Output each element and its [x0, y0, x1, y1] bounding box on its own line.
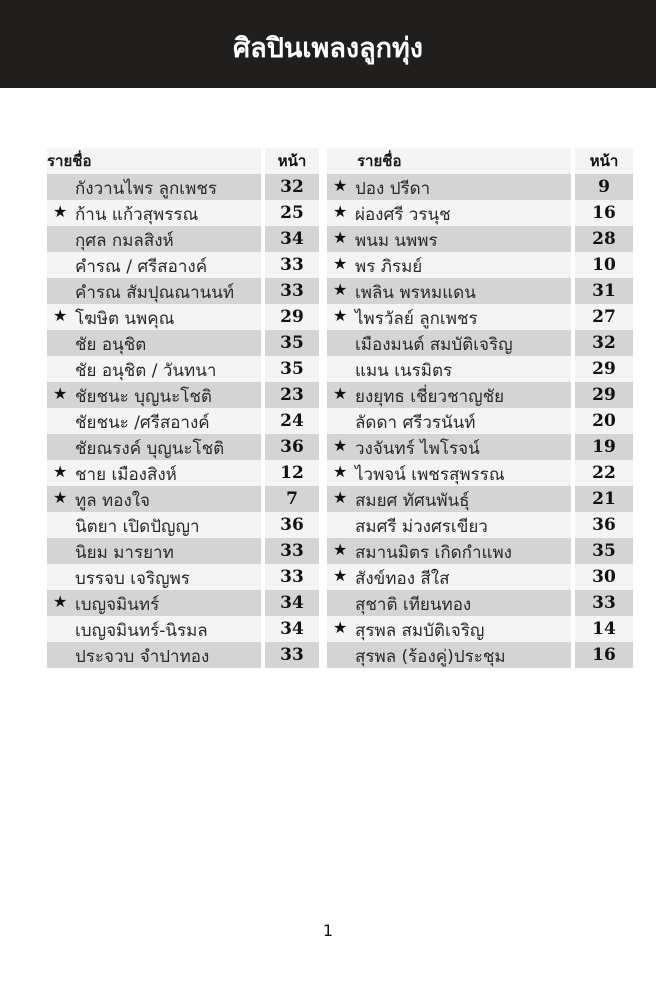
page-ref: 34 — [265, 226, 319, 252]
artist-name: เบญจมินทร์ — [75, 595, 160, 615]
artist-name-cell — [327, 382, 571, 408]
table-row — [47, 304, 319, 330]
artist-name-cell — [327, 590, 571, 616]
page-ref: 16 — [575, 200, 633, 226]
table-row — [47, 174, 319, 200]
star-icon: ★ — [333, 202, 348, 221]
table-row — [327, 304, 633, 330]
star-icon: ★ — [53, 462, 68, 481]
artist-name-cell — [47, 642, 261, 668]
artist-name-cell — [327, 278, 571, 304]
star-icon: ★ — [53, 202, 68, 221]
star-icon: ★ — [53, 384, 68, 403]
table-header-row — [47, 148, 319, 174]
table-row — [327, 564, 633, 590]
table-row — [47, 330, 319, 356]
table-row — [47, 460, 319, 486]
artist-name: นิยม มารยาท — [75, 543, 174, 563]
table-row — [327, 616, 633, 642]
page-ref: 32 — [575, 330, 633, 356]
artist-name: ก้าน แก้วสุพรรณ — [75, 205, 199, 225]
artist-name: ชัยณรงค์ บุญนะโชติ — [75, 439, 225, 459]
table-row — [327, 174, 633, 200]
artist-name: ชัยชนะ บุญนะโชติ — [75, 387, 212, 407]
star-icon: ★ — [333, 306, 348, 325]
table-row — [47, 408, 319, 434]
artist-name-cell — [47, 434, 261, 460]
artist-name: ไพรวัลย์ ลูกเพชร — [355, 309, 478, 329]
artist-name: ปอง ปรีดา — [355, 179, 431, 199]
artist-name-cell — [47, 486, 261, 512]
table-row — [47, 616, 319, 642]
table-row — [327, 538, 633, 564]
page-ref: 36 — [265, 434, 319, 460]
page-ref: 20 — [575, 408, 633, 434]
table-row — [327, 356, 633, 382]
table-row — [327, 512, 633, 538]
table-row — [47, 590, 319, 616]
table-row — [327, 408, 633, 434]
table-row — [47, 434, 319, 460]
page-ref: 30 — [575, 564, 633, 590]
page-ref: 34 — [265, 590, 319, 616]
artist-name: ชาย เมืองสิงห์ — [75, 465, 177, 485]
table-row — [47, 382, 319, 408]
artist-name-cell — [47, 304, 261, 330]
artist-name-cell — [327, 564, 571, 590]
artist-name-cell — [47, 538, 261, 564]
artist-name: กุศล กมลสิงห์ — [75, 231, 174, 251]
artist-name: บรรจบ เจริญพร — [75, 569, 190, 589]
table-row — [47, 278, 319, 304]
column-header-name: รายชื่อ — [47, 148, 261, 174]
page-ref: 36 — [265, 512, 319, 538]
column-header-name: รายชื่อ — [327, 148, 571, 174]
table-row — [327, 226, 633, 252]
artist-name-cell — [327, 226, 571, 252]
artist-name: คำรณ / ศรีสอางค์ — [75, 257, 208, 277]
artist-name-cell — [47, 382, 261, 408]
page-ref: 12 — [265, 460, 319, 486]
artist-name-cell — [327, 538, 571, 564]
page-ref: 33 — [265, 642, 319, 668]
artist-name: ลัดดา ศรีวรนันท์ — [355, 413, 476, 433]
artist-name-cell — [327, 200, 571, 226]
table-row — [47, 538, 319, 564]
page-ref: 33 — [265, 538, 319, 564]
artist-name: สุรพล (ร้องคู่)ประชุม — [355, 647, 506, 667]
artist-table-left — [47, 148, 319, 668]
page-ref: 14 — [575, 616, 633, 642]
artist-name-cell — [327, 486, 571, 512]
page-ref: 19 — [575, 434, 633, 460]
table-row — [327, 252, 633, 278]
artist-name-cell — [47, 356, 261, 382]
artist-name: นิตยา เปิดปัญญา — [75, 517, 200, 537]
artist-name-cell — [327, 304, 571, 330]
star-icon: ★ — [333, 462, 348, 481]
table-row — [47, 486, 319, 512]
star-icon: ★ — [53, 306, 68, 325]
table-row — [47, 512, 319, 538]
column-header-page: หน้า — [265, 148, 319, 174]
artist-name-cell — [47, 174, 261, 200]
star-icon: ★ — [333, 566, 348, 585]
page-title: ศิลปินเพลงลูกทุ่ง — [233, 32, 423, 64]
artist-name: กังวานไพร ลูกเพชร — [75, 179, 217, 199]
page-number: 1 — [322, 921, 334, 940]
table-row — [47, 564, 319, 590]
artist-name: สุรพล สมบัติเจริญ — [355, 621, 485, 641]
table-row — [47, 226, 319, 252]
artist-name-cell — [327, 356, 571, 382]
artist-name: สมยศ ทัศนพันธุ์ — [355, 491, 470, 511]
artist-name: พร ภิรมย์ — [355, 257, 423, 277]
artist-name: โฆษิต นพคุณ — [75, 309, 175, 329]
page-ref: 33 — [265, 252, 319, 278]
artist-name: สังข์ทอง สีใส — [355, 569, 450, 589]
artist-name-cell — [327, 252, 571, 278]
star-icon: ★ — [333, 540, 348, 559]
page-ref: 35 — [575, 538, 633, 564]
artist-name-cell — [47, 564, 261, 590]
artist-name: ชัย อนุชิต — [75, 335, 147, 355]
star-icon: ★ — [333, 488, 348, 507]
page-ref: 27 — [575, 304, 633, 330]
star-icon: ★ — [53, 488, 68, 507]
artist-name-cell — [327, 434, 571, 460]
artist-name: วงจันทร์ ไพโรจน์ — [355, 439, 480, 459]
table-header-row — [327, 148, 633, 174]
artist-name: ชัย อนุชิต / วันทนา — [75, 361, 217, 381]
page-ref: 33 — [265, 278, 319, 304]
page-ref: 29 — [575, 356, 633, 382]
star-icon: ★ — [333, 228, 348, 247]
artist-name-cell — [327, 616, 571, 642]
artist-name: ไวพจน์ เพชรสุพรรณ — [355, 465, 505, 485]
artist-name: สุชาติ เทียนทอง — [355, 595, 472, 615]
page-ref: 7 — [265, 486, 319, 512]
table-row — [47, 252, 319, 278]
page-ref: 34 — [265, 616, 319, 642]
page-ref: 29 — [265, 304, 319, 330]
artist-name: สมศรี ม่วงศรเขียว — [355, 517, 488, 537]
artist-name-cell — [327, 642, 571, 668]
page-ref: 22 — [575, 460, 633, 486]
page-ref: 29 — [575, 382, 633, 408]
page-ref: 23 — [265, 382, 319, 408]
table-row — [327, 278, 633, 304]
artist-name-cell — [47, 200, 261, 226]
table-row — [327, 200, 633, 226]
artist-name: เมืองมนต์ สมบัติเจริญ — [355, 335, 513, 355]
artist-name-cell — [47, 460, 261, 486]
artist-name-cell — [327, 330, 571, 356]
page-ref: 10 — [575, 252, 633, 278]
star-icon: ★ — [333, 176, 348, 195]
artist-name-cell — [327, 460, 571, 486]
artist-name-cell — [47, 330, 261, 356]
page-ref: 28 — [575, 226, 633, 252]
table-row — [47, 356, 319, 382]
page-ref: 31 — [575, 278, 633, 304]
page-ref: 33 — [265, 564, 319, 590]
page-ref: 35 — [265, 330, 319, 356]
table-row — [327, 330, 633, 356]
artist-name-cell — [327, 408, 571, 434]
artist-name-cell — [47, 512, 261, 538]
page-ref: 36 — [575, 512, 633, 538]
star-icon: ★ — [333, 618, 348, 637]
artist-name-cell — [47, 616, 261, 642]
star-icon: ★ — [333, 254, 348, 273]
column-header-page: หน้า — [575, 148, 633, 174]
artist-name: เพลิน พรหมแดน — [355, 283, 476, 303]
artist-name: ประจวบ จำปาทอง — [75, 647, 210, 667]
page-ref: 21 — [575, 486, 633, 512]
artist-name: ชัยชนะ /ศรีสอางค์ — [75, 413, 210, 433]
page-ref: 24 — [265, 408, 319, 434]
artist-name: ยงยุทธ เชี่ยวชาญชัย — [355, 387, 505, 407]
page-ref: 9 — [575, 174, 633, 200]
page-header — [0, 0, 656, 88]
table-row — [327, 486, 633, 512]
artist-name: คำรณ สัมปุณณานนท์ — [75, 283, 235, 303]
page-ref: 35 — [265, 356, 319, 382]
artist-name: เบญจมินทร์-นิรมล — [75, 621, 208, 641]
artist-name: พนม นพพร — [355, 231, 438, 251]
artist-name-cell — [47, 278, 261, 304]
artist-table-right — [327, 148, 633, 668]
page-ref: 33 — [575, 590, 633, 616]
artist-name: สมานมิตร เกิดกำแพง — [355, 543, 512, 563]
page-ref: 32 — [265, 174, 319, 200]
artist-name-cell — [47, 226, 261, 252]
star-icon: ★ — [333, 384, 348, 403]
artist-name: ทูล ทองใจ — [75, 491, 151, 511]
artist-name-cell — [327, 174, 571, 200]
artist-name-cell — [47, 252, 261, 278]
page-ref: 16 — [575, 642, 633, 668]
artist-name: ผ่องศรี วรนุช — [355, 205, 451, 225]
artist-name-cell — [47, 590, 261, 616]
table-row — [327, 382, 633, 408]
star-icon: ★ — [53, 592, 68, 611]
table-row — [327, 434, 633, 460]
table-row — [327, 590, 633, 616]
artist-name-cell — [47, 408, 261, 434]
artist-name-cell — [327, 512, 571, 538]
table-row — [327, 642, 633, 668]
artist-name: แมน เนรมิตร — [355, 361, 453, 381]
page-ref: 25 — [265, 200, 319, 226]
table-row — [47, 642, 319, 668]
table-row — [47, 200, 319, 226]
star-icon: ★ — [333, 436, 348, 455]
table-row — [327, 460, 633, 486]
star-icon: ★ — [333, 280, 348, 299]
